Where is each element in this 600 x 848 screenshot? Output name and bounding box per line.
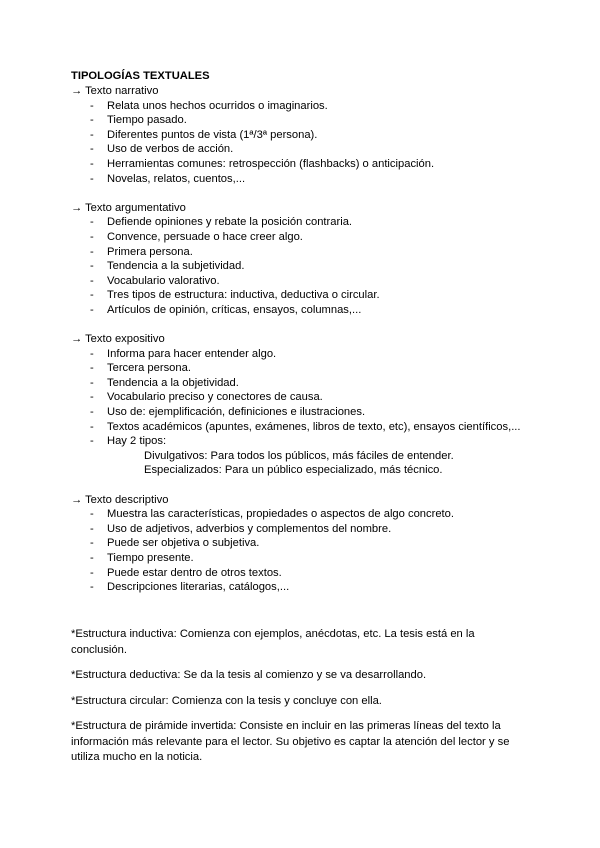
- bullet-dash: -: [90, 566, 94, 579]
- note-inductiva: *Estructura inductiva: Comienza con ejemplos, anécdotas, etc. La tesis está en la conclusión.: [71, 628, 475, 656]
- list-item: - Puede estar dentro de otros textos.: [90, 566, 282, 579]
- bullet-dash: -: [90, 245, 94, 258]
- list-item: - Tres tipos de estructura: inductiva, deductiva o circular.: [90, 289, 380, 302]
- list-item: - Uso de adjetivos, adverbios y complementos del nombre.: [90, 522, 392, 535]
- list-narrativo: [71, 99, 541, 187]
- bullet-dash: -: [90, 391, 94, 404]
- list-item: - Defiende opiniones y rebate la posición contraria.: [90, 216, 353, 229]
- list-item: - Descripciones literarias, catálogos,...: [90, 581, 290, 594]
- bullet-dash: -: [90, 581, 94, 594]
- list-item: - Artículos de opinión, críticas, ensayos, columnas,...: [90, 303, 362, 316]
- bullet-dash: -: [90, 99, 94, 112]
- bullet-dash: -: [90, 537, 94, 550]
- footnotes: [71, 627, 531, 776]
- section-heading-argumentativo: → Texto argumentativo: [71, 201, 186, 214]
- bullet-dash: -: [90, 376, 94, 389]
- list-item: - Herramientas comunes: retrospección (flashbacks) o anticipación.: [90, 157, 435, 170]
- bullet-dash: -: [90, 172, 94, 185]
- list-item: - Novelas, relatos, cuentos,...: [90, 172, 246, 185]
- list-item: - Vocabulario valorativo.: [90, 274, 220, 287]
- list-item: - Vocabulario preciso y conectores de causa.: [90, 391, 323, 404]
- bullet-dash: -: [90, 230, 94, 243]
- list-item: - Tendencia a la objetividad.: [90, 376, 239, 389]
- list-item: - Tercera persona.: [90, 362, 191, 375]
- sub-item-especializados: Especializados: Para un público especializado, más técnico.: [144, 464, 443, 477]
- section-heading-narrativo: → Texto narrativo: [71, 85, 159, 97]
- list-item: - Convence, persuade o hace creer algo.: [90, 230, 303, 243]
- bullet-dash: -: [90, 128, 94, 141]
- bullet-dash: -: [90, 347, 94, 360]
- bullet-dash: -: [90, 274, 94, 287]
- document-body: [71, 69, 541, 595]
- note-deductiva: *Estructura deductiva: Se da la tesis al comienzo y se va desarrollando.: [71, 669, 427, 681]
- bullet-dash: -: [90, 303, 94, 316]
- note-circular: *Estructura circular: Comienza con la tesis y concluye con ella.: [71, 694, 382, 707]
- list-item: - Relata unos hechos ocurridos o imaginarios.: [90, 99, 328, 112]
- bullet-dash: -: [90, 362, 94, 375]
- list-item: - Primera persona.: [90, 245, 193, 258]
- list-item: - Uso de verbos de acción.: [90, 143, 234, 156]
- list-expositivo: [71, 347, 541, 449]
- note-piramide-invertida: *Estructura de pirámide invertida: Consiste en incluir en las primeras líneas del texto la información más relevante para el lector. Su objetivo es captar la atención del lector y se utiliza mucho en la noticia.: [71, 720, 510, 763]
- bullet-dash: -: [90, 552, 94, 564]
- section-heading-expositivo: → Texto expositivo: [71, 333, 165, 346]
- list-descriptivo: [71, 507, 541, 595]
- list-argumentativo: [71, 215, 541, 317]
- list-item: - Hay 2 tipos:: [90, 435, 167, 448]
- bullet-dash: -: [90, 260, 94, 273]
- bullet-dash: -: [90, 114, 94, 127]
- list-item: - Tiempo pasado.: [90, 114, 187, 127]
- document-title: TIPOLOGÍAS TEXTUALES: [71, 70, 210, 82]
- list-item: - Uso de: ejemplificación, definiciones e ilustraciones.: [90, 406, 366, 419]
- bullet-dash: -: [90, 406, 94, 419]
- list-item: - Puede ser objetiva o subjetiva.: [90, 537, 260, 550]
- bullet-dash: -: [90, 157, 94, 170]
- list-item: - Tiempo presente.: [90, 552, 194, 564]
- sub-item-divulgativos: Divulgativos: Para todos los públicos, más fáciles de entender.: [144, 449, 454, 462]
- bullet-dash: -: [90, 508, 94, 521]
- list-item: - Informa para hacer entender algo.: [90, 347, 277, 360]
- list-item: - Diferentes puntos de vista (1ª/3ª persona).: [90, 128, 318, 141]
- list-item: - Muestra las características, propiedades o aspectos de algo concreto.: [90, 508, 454, 521]
- bullet-dash: -: [90, 435, 94, 448]
- bullet-dash: -: [90, 522, 94, 535]
- list-item: - Tendencia a la subjetividad.: [90, 260, 245, 273]
- list-item: - Textos académicos (apuntes, exámenes, libros de texto, etc), ensayos científicos,...: [90, 420, 521, 433]
- bullet-dash: -: [90, 289, 94, 302]
- section-heading-descriptivo: → Texto descriptivo: [71, 493, 169, 506]
- bullet-dash: -: [90, 143, 94, 156]
- bullet-dash: -: [90, 420, 94, 433]
- bullet-dash: -: [90, 216, 94, 229]
